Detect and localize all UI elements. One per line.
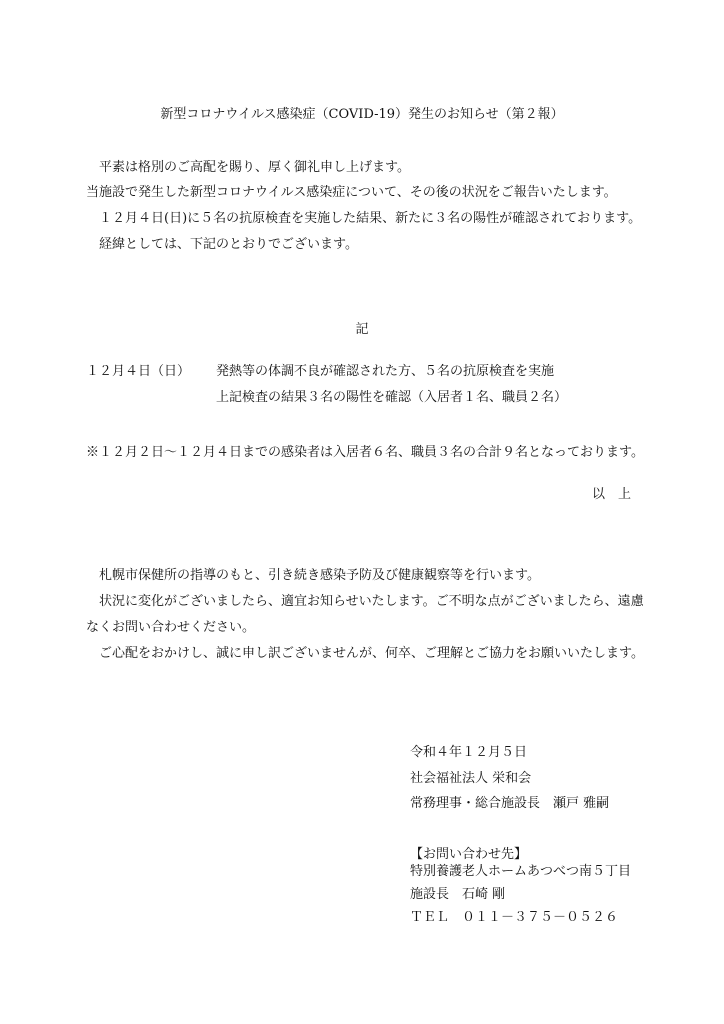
contact-heading: 【お問い合わせ先】 (410, 847, 528, 862)
contact-facility: 特別養護老人ホームあつべつ南５丁目 (410, 864, 632, 879)
intro-line-2: 当施設で発生した新型コロナウイルス感染症について、その後の状況をご報告いたします。 (86, 185, 617, 200)
document-title: 新型コロナウイルス感染症（COVID-19）発生のお知らせ（第２報） (160, 107, 564, 122)
ijo-mark: 以 上 (592, 487, 632, 502)
contact-director: 施設長 石崎 剛 (410, 887, 506, 902)
case-note: ※１２月２日～１２月４日までの感染者は入居者６名、職員３名の合計９名となっております。 (86, 445, 644, 460)
record-line-2: 上記検査の結果３名の陽性を確認（入居者１名、職員２名） (216, 390, 568, 405)
signature-org: 社会福祉法人 栄和会 (410, 771, 532, 786)
closing-line-4: ご心配をおかけし、誠に申し訳ございませんが、何卒、ご理解とご協力をお願いいたします。 (86, 646, 644, 661)
signature-person: 常務理事・総合施設長 瀬戸 雅嗣 (410, 796, 610, 811)
intro-line-1: 平素は格別のご高配を賜り、厚く御礼申し上げます。 (86, 160, 410, 175)
intro-line-3: １２月４日(日)に５名の抗原検査を実施した結果、新たに３名の陽性が確認されております。 (86, 211, 642, 226)
closing-line-1: 札幌市保健所の指導のもと、引き続き感染予防及び健康観察等を行います。 (86, 568, 540, 583)
signature-date: 令和４年１２月５日 (410, 745, 528, 760)
ki-heading: 記 (355, 322, 369, 337)
record-date: １２月４日（日） (86, 364, 191, 379)
closing-line-3: なくお問い合わせください。 (86, 620, 256, 635)
contact-tel: ＴＥＬ ０１１－３７５－０５２６ (410, 910, 619, 925)
record-line-1: 発熱等の体調不良が確認された方、５名の抗原検査を実施 (216, 364, 555, 379)
closing-line-2: 状況に変化がございましたら、適宜お知らせいたします。ご不明な点がございましたら、遠慮 (86, 594, 644, 609)
intro-line-4: 経緯としては、下記のとおりでございます。 (86, 237, 358, 252)
